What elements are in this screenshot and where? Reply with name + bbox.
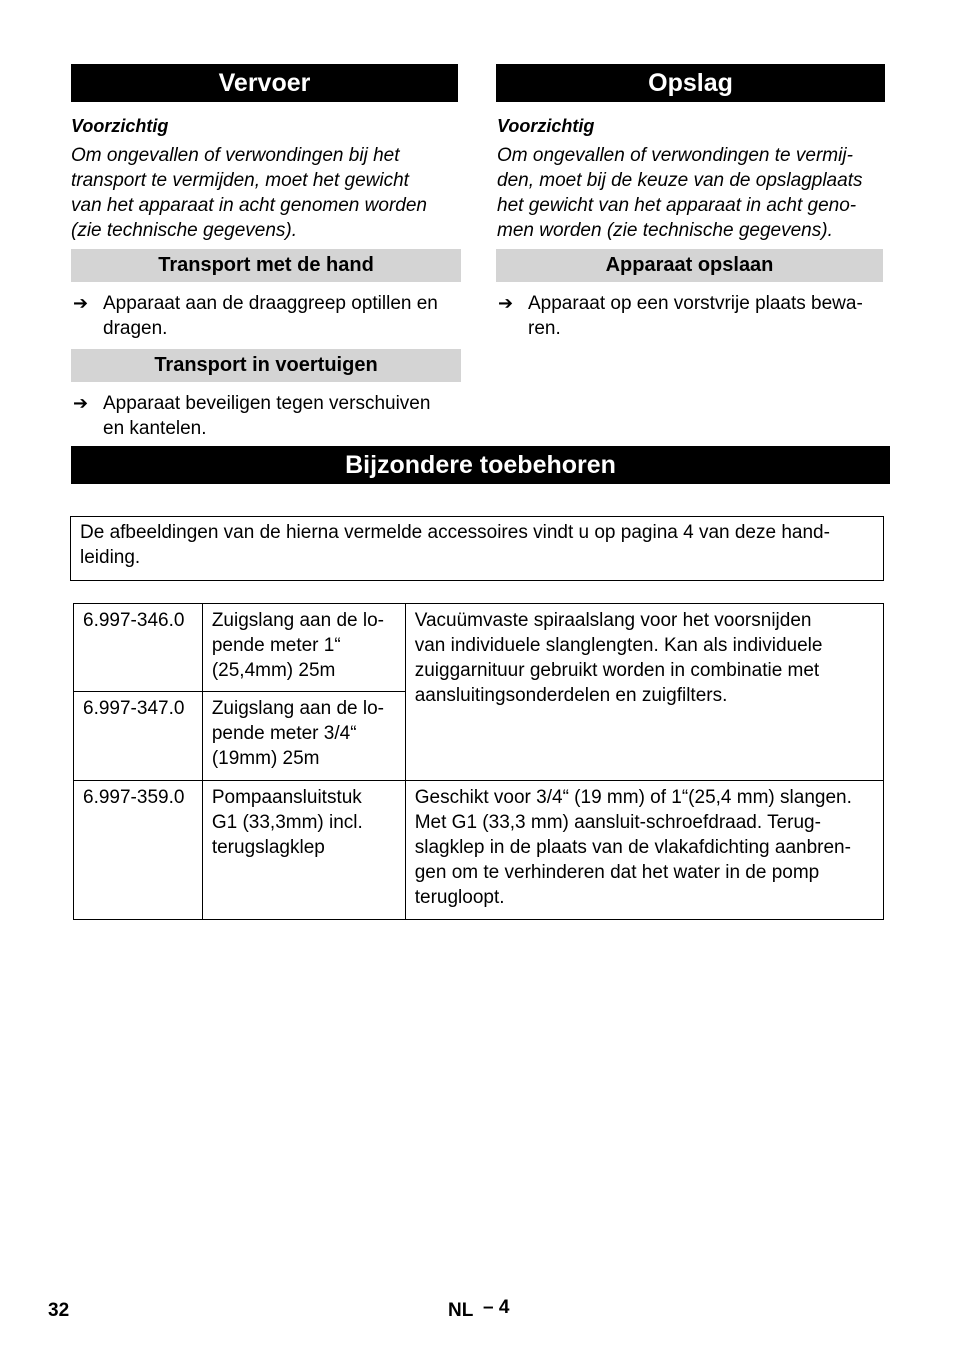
- caution-text: Om ongevallen of verwondingen bij het transport te vermijden, moet het gewicht van het apparaat in acht genomen worden (zie technische gegevens).: [71, 145, 427, 241]
- footer-section: – 4: [483, 1297, 510, 1318]
- bullet-item: ➔ Apparaat beveiligen tegen verschuiven en kantelen.: [73, 393, 431, 439]
- section-heading-vervoer: Vervoer: [71, 64, 458, 102]
- part-description: Geschikt voor 3/4“ (19 mm) of 1“(25,4 mm) slangen. Met G1 (33,3 mm) aansluit-schroefdraad. Terug- slagklep in de plaats van de vlakafdichting aanbren- gen om te verhinderen dat het water in de pomp terugloopt.: [405, 781, 883, 920]
- subheading-transport-voertuigen: Transport in voertuigen: [71, 349, 461, 382]
- table-row: [74, 781, 884, 920]
- arrow-right-icon: ➔: [73, 293, 89, 313]
- part-name: Pompaansluitstuk G1 (33,3mm) incl. terugslagklep: [202, 781, 405, 920]
- part-name: Zuigslang aan de lo- pende meter 3/4“ (19mm) 25m: [202, 692, 405, 781]
- accessories-table: [73, 603, 884, 920]
- part-name: Zuigslang aan de lo- pende meter 1“ (25,4mm) 25m: [202, 604, 405, 692]
- bullet-item: ➔ Apparaat aan de draaggreep optillen en dragen.: [73, 293, 438, 339]
- part-description: Vacuümvaste spiraalslang voor het voorsnijden van individuele slanglengten. Kan als individuele zuiggarnituur gebruikt worden in combinatie met aansluitingsonderdelen en zuigfilters.: [405, 604, 883, 781]
- page-number: 32: [48, 1300, 70, 1321]
- subheading-apparaat-opslaan: Apparaat opslaan: [496, 249, 883, 282]
- table-row: [74, 604, 884, 692]
- footer-language: NL: [448, 1300, 474, 1321]
- caution-title: Voorzichtig: [497, 116, 595, 136]
- bullet-item: ➔ Apparaat op een vorstvrije plaats bewa- ren.: [498, 293, 863, 339]
- arrow-right-icon: ➔: [498, 293, 514, 313]
- arrow-right-icon: ➔: [73, 393, 89, 413]
- part-number: 6.997-346.0: [74, 604, 203, 692]
- section-heading-toebehoren: Bijzondere toebehoren: [71, 446, 890, 484]
- caution-title: Voorzichtig: [71, 116, 169, 136]
- subheading-transport-hand: Transport met de hand: [71, 249, 461, 282]
- section-heading-opslag: Opslag: [496, 64, 885, 102]
- note-box: De afbeeldingen van de hierna vermelde accessoires vindt u op pagina 4 van deze hand- leiding.: [70, 516, 884, 581]
- caution-text: Om ongevallen of verwondingen te vermij- den, moet bij de keuze van de opslagplaats het gewicht van het apparaat in acht geno- men worden (zie technische gegevens).: [497, 145, 863, 241]
- part-number: 6.997-347.0: [74, 692, 203, 781]
- part-number: 6.997-359.0: [74, 781, 203, 920]
